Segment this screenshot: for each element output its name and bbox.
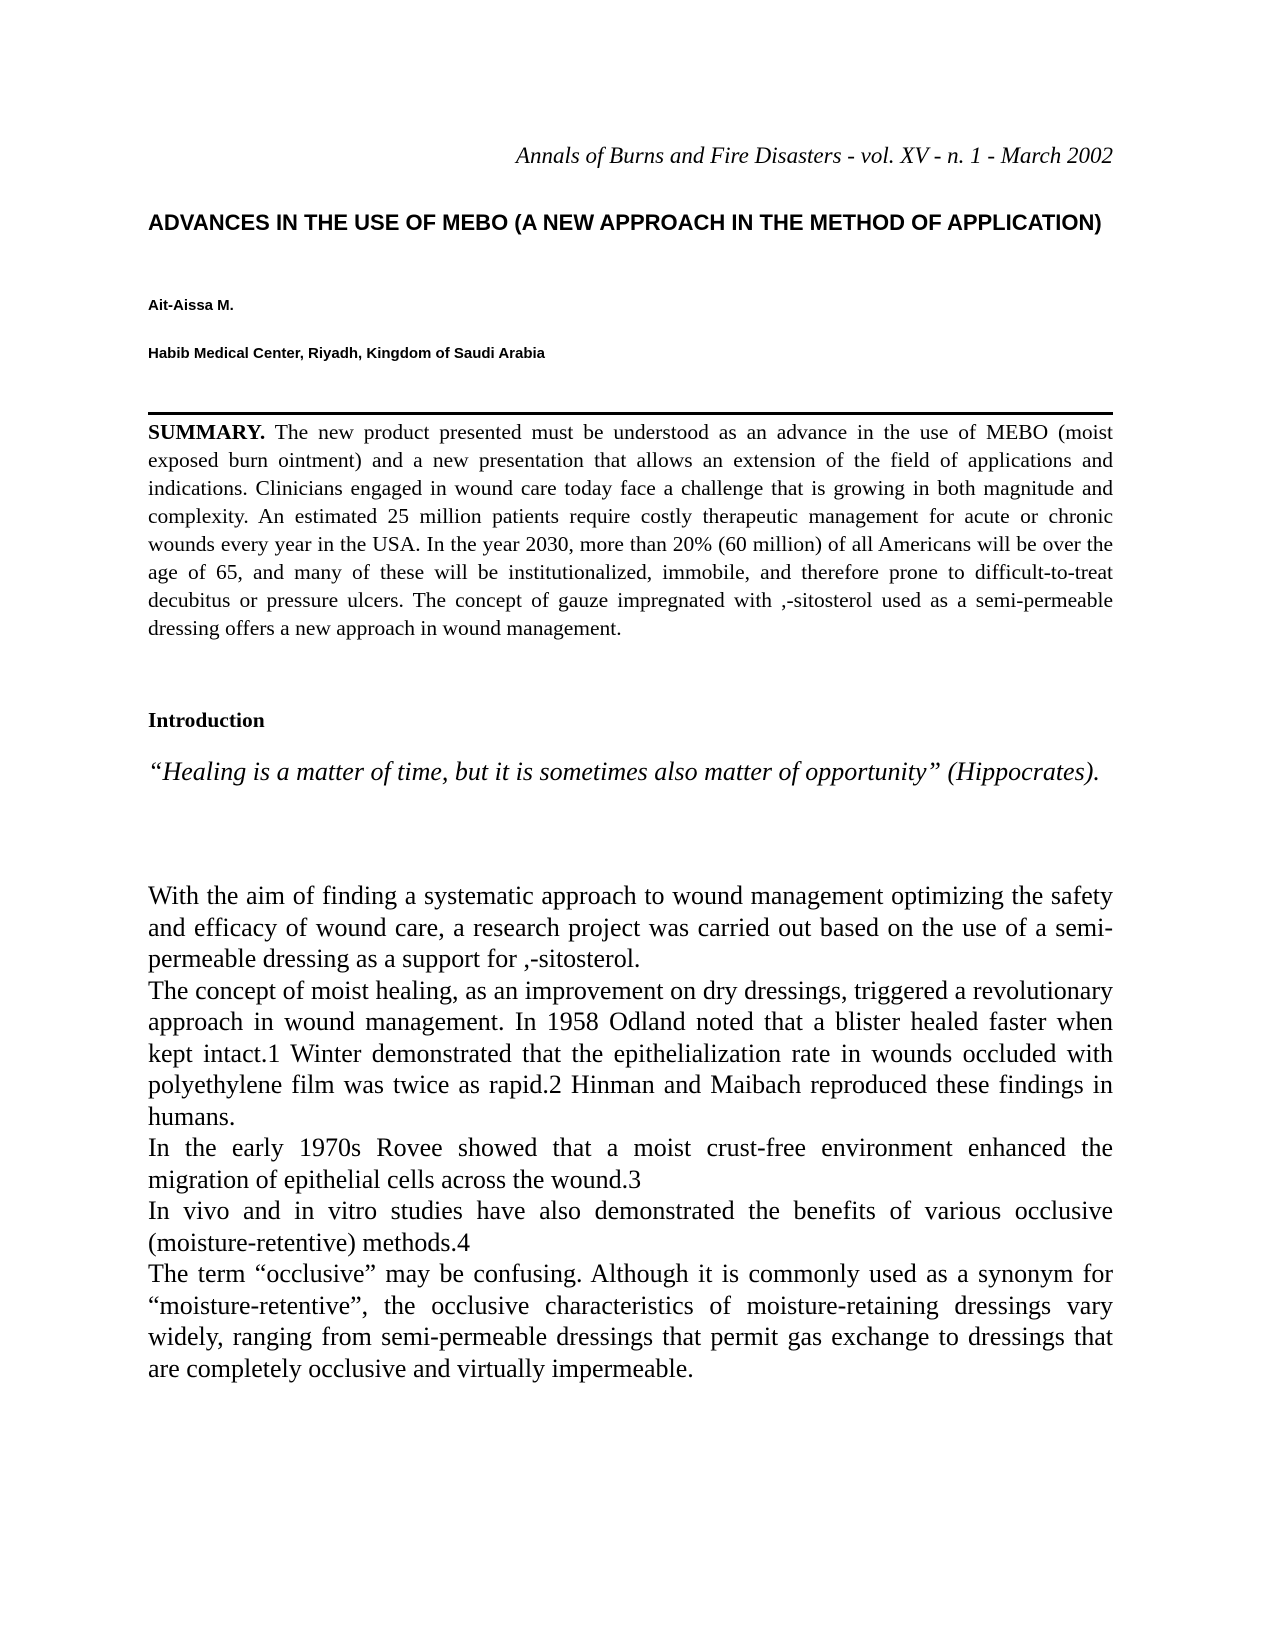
summary-label: SUMMARY.: [148, 420, 266, 444]
body-paragraph-3: In the early 1970s Rovee showed that a moist crust-free environment enhanced the migration of epithelial cells across the wound.3: [148, 1133, 1113, 1194]
hippocrates-epigraph: “Healing is a matter of time, but it is sometimes also matter of opportunity” (Hippocrates).: [148, 757, 1100, 786]
article-title: ADVANCES IN THE USE OF MEBO (A NEW APPROACH IN THE METHOD OF APPLICATION): [148, 210, 1102, 235]
introduction-body: [148, 880, 1113, 1384]
header-divider-rule: [148, 412, 1113, 415]
journal-running-header: Annals of Burns and Fire Disasters - vol. XV - n. 1 - March 2002: [515, 143, 1113, 168]
body-paragraph-4: In vivo and in vitro studies have also demonstrated the benefits of various occlusive (moisture-retentive) methods.4: [148, 1196, 1113, 1257]
body-paragraph-5: The term “occlusive” may be confusing. Although it is commonly used as a synonym for “moisture-retentive”, the occlusive characteristics of moisture-retaining dressings vary widely, ranging from semi-permeable dressings that permit gas exchange to dressings that are completely occlusive and virtually impermeable.: [148, 1259, 1113, 1383]
summary-text: The new product presented must be understood as an advance in the use of MEBO (moist exposed burn ointment) and a new presentation that allows an extension of the field of applications and indications. Clinicians engaged in wound care today face a challenge that is growing in both magnitude and complexity. An estimated 25 million patients require costly therapeutic management for acute or chronic wounds every year in the USA. In the year 2030, more than 20% (60 million) of all Americans will be over the age of 65, and many of these will be institutionalized, immobile, and therefore prone to difficult-to-treat decubitus or pressure ulcers. The concept of gauze impregnated with ,-sitosterol used as a semi-permeable dressing offers a new approach in wound management.: [148, 420, 1113, 640]
author-name: Ait-Aissa M.: [148, 297, 234, 314]
author-affiliation: Habib Medical Center, Riyadh, Kingdom of Saudi Arabia: [148, 345, 546, 362]
body-paragraph-2: The concept of moist healing, as an improvement on dry dressings, triggered a revolutionary approach in wound management. In 1958 Odland noted that a blister healed faster when kept intact.1 Winter demonstrated that the epithelialization rate in wounds occluded with polyethylene film was twice as rapid.2 Hinman and Maibach reproduced these findings in humans.: [148, 975, 1113, 1131]
body-paragraph-1: With the aim of finding a systematic approach to wound management optimizing the safety and efficacy of wound care, a research project was carried out based on the use of a semi-permeable dressing as a support for ,-sitosterol.: [148, 881, 1113, 973]
introduction-heading: Introduction: [148, 708, 265, 732]
summary-paragraph: [148, 418, 1113, 642]
